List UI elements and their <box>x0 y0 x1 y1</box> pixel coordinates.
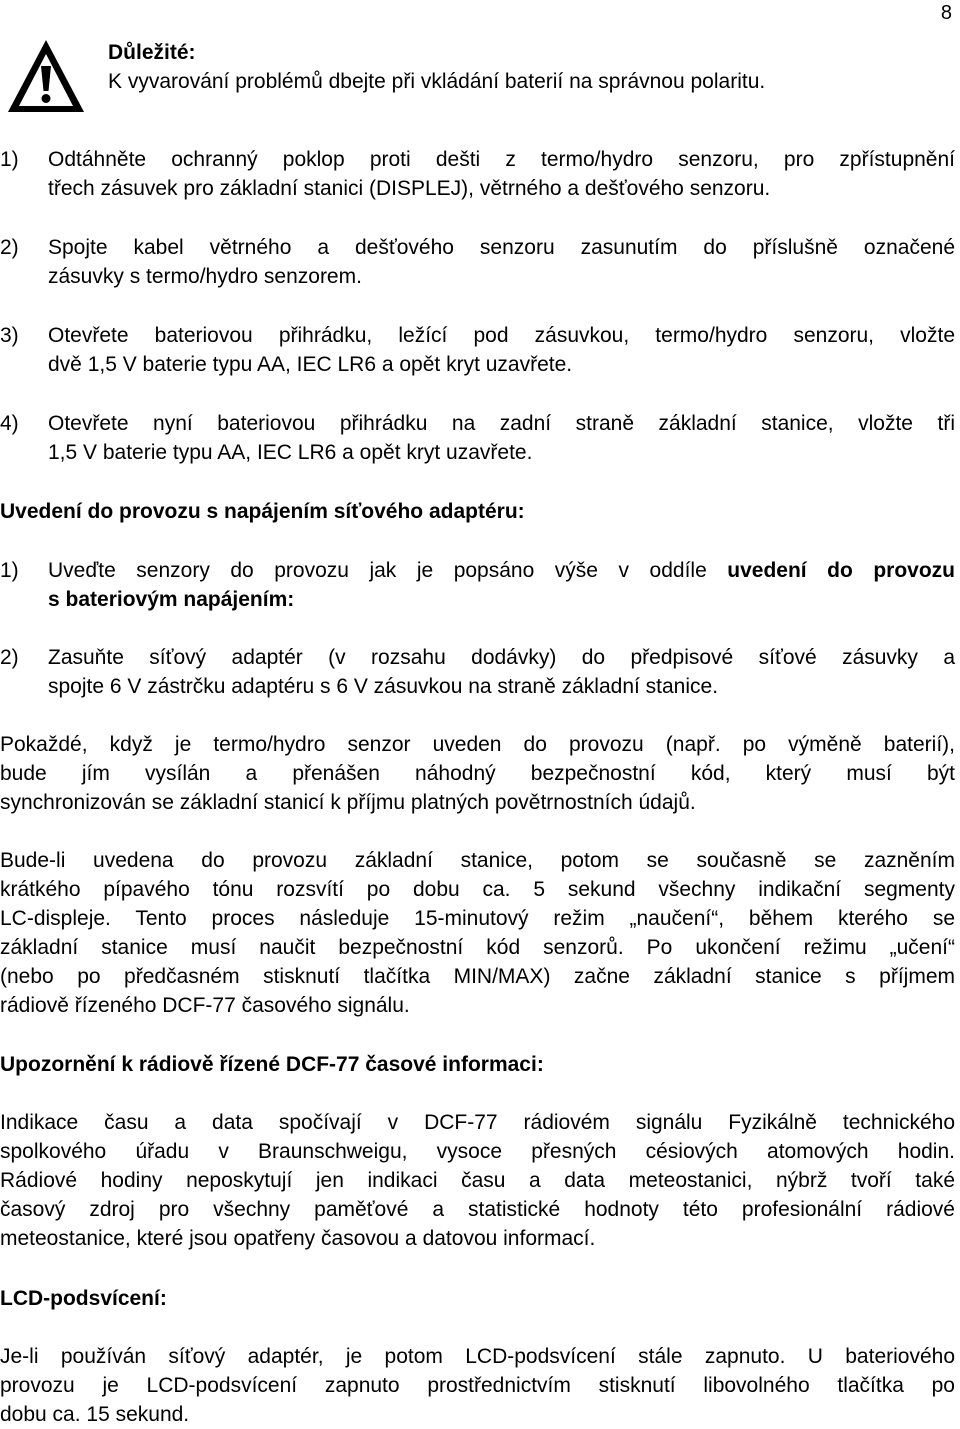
step-text: Uveďte senzory do provozu jak je popsáno výše v oddíle <box>48 559 728 582</box>
paragraph-line: synchronizován se základní stanicí k příjmu platných povětrnostních údajů. <box>0 791 696 814</box>
paragraph-line: provozu je LCD-podsvícení zapnuto prostřednictvím stisknutí libovolného tlačítka po <box>0 1374 955 1397</box>
warning-triangle-icon <box>4 36 88 116</box>
important-text: K vyvarování problémů dbejte při vkládání baterií na správnou polaritu. <box>108 70 766 93</box>
paragraph-line: dobu ca. 15 sekund. <box>0 1403 190 1426</box>
step-bold-ref: s bateriovým napájením: <box>48 588 295 611</box>
paragraph-line: Indikace času a data spočívají v DCF-77 rádiovém signálu Fyzikálně technického <box>0 1111 955 1134</box>
step-line: Otevřete bateriovou přihrádku, ležící pod zásuvkou, termo/hydro senzoru, vložte <box>48 324 955 347</box>
step-number: 2) <box>0 646 19 669</box>
paragraph-line: základní stanice musí naučit bezpečnostní kód senzorů. Po ukončení režimu „učení“ <box>0 936 955 959</box>
adapter-step-2 <box>0 643 955 701</box>
step-line: spojte 6 V zástrčku adaptéru s 6 V zásuvkou na straně základní stanice. <box>48 675 719 698</box>
adapter-step-1 <box>0 556 955 614</box>
step-line: třech zásuvek pro základní stanici (DISPLEJ), větrného a dešťového senzoru. <box>48 177 771 200</box>
paragraph-line: Pokaždé, když je termo/hydro senzor uveden do provozu (např. po výměně baterií), <box>0 733 955 756</box>
lcd-heading: LCD-podsvícení: <box>0 1287 167 1310</box>
step-line: dvě 1,5 V baterie typu AA, IEC LR6 a opět kryt uzavřete. <box>48 353 573 376</box>
paragraph-lcd <box>0 1342 955 1429</box>
step-bold-ref: uvedení do provozu <box>727 559 956 582</box>
paragraph-dcf <box>0 1108 955 1253</box>
step-line: Odtáhněte ochranný poklop proti dešti z termo/hydro senzoru, pro zpřístupnění <box>48 148 955 171</box>
paragraph-line: časový zdroj pro všechny paměťové a statistické hodnoty této profesionální rádiové <box>0 1198 955 1221</box>
paragraph-line: LC-displeje. Tento proces následuje 15-minutový režim „naučení“, během kterého se <box>0 907 955 930</box>
dcf-heading: Upozornění k rádiově řízené DCF-77 časové informaci: <box>0 1053 544 1076</box>
paragraph-line: Rádiové hodiny neposkytují jen indikaci času a data meteostanici, nýbrž tvoří také <box>0 1169 955 1192</box>
paragraph-sync <box>0 730 955 817</box>
important-title: Důležité: <box>108 41 196 64</box>
step-line: Otevřete nyní bateriovou přihrádku na zadní straně základní stanice, vložte tři <box>48 412 955 435</box>
battery-step-2 <box>0 233 955 291</box>
battery-step-3 <box>0 321 955 379</box>
step-line: 1,5 V baterie typu AA, IEC LR6 a opět kryt uzavřete. <box>48 441 533 464</box>
paragraph-line: meteostanice, které jsou opatřeny časovou a datovou informací. <box>0 1227 596 1250</box>
step-number: 2) <box>0 236 19 259</box>
paragraph-line: krátkého pípavého tónu rozsvítí po dobu ca. 5 sekund všechny indikační segmenty <box>0 878 955 901</box>
paragraph-line: spolkového úřadu v Braunschweigu, vysoce přesných césiových atomových hodin. <box>0 1140 955 1163</box>
paragraph-start <box>0 846 955 1020</box>
step-line <box>48 556 955 585</box>
step-line: Zasuňte síťový adaptér (v rozsahu dodávky) do předpisové síťové zásuvky a <box>48 646 955 669</box>
paragraph-line: Bude-li uvedena do provozu základní stanice, potom se současně se zazněním <box>0 849 955 872</box>
paragraph-line: Je-li používán síťový adaptér, je potom LCD-podsvícení stále zapnuto. U bateriového <box>0 1345 955 1368</box>
paragraph-line: (nebo po předčasném stisknutí tlačítka MIN/MAX) začne základní stanice s příjmem <box>0 965 955 988</box>
step-number: 3) <box>0 324 19 347</box>
important-note <box>108 38 765 96</box>
battery-step-4 <box>0 409 955 467</box>
adapter-heading: Uvedení do provozu s napájením síťového adaptéru: <box>0 500 525 523</box>
step-number: 1) <box>0 148 19 171</box>
step-line: zásuvky s termo/hydro senzorem. <box>48 265 362 288</box>
step-line: Spojte kabel větrného a dešťového senzoru zasunutím do příslušně označené <box>48 236 955 259</box>
paragraph-line: bude jím vysílán a přenášen náhodný bezpečnostní kód, který musí být <box>0 762 955 785</box>
battery-step-1 <box>0 145 955 203</box>
step-number: 1) <box>0 559 19 582</box>
step-number: 4) <box>0 412 19 435</box>
page-number: 8 <box>940 2 952 24</box>
paragraph-line: rádiově řízeného DCF-77 časového signálu. <box>0 994 410 1017</box>
